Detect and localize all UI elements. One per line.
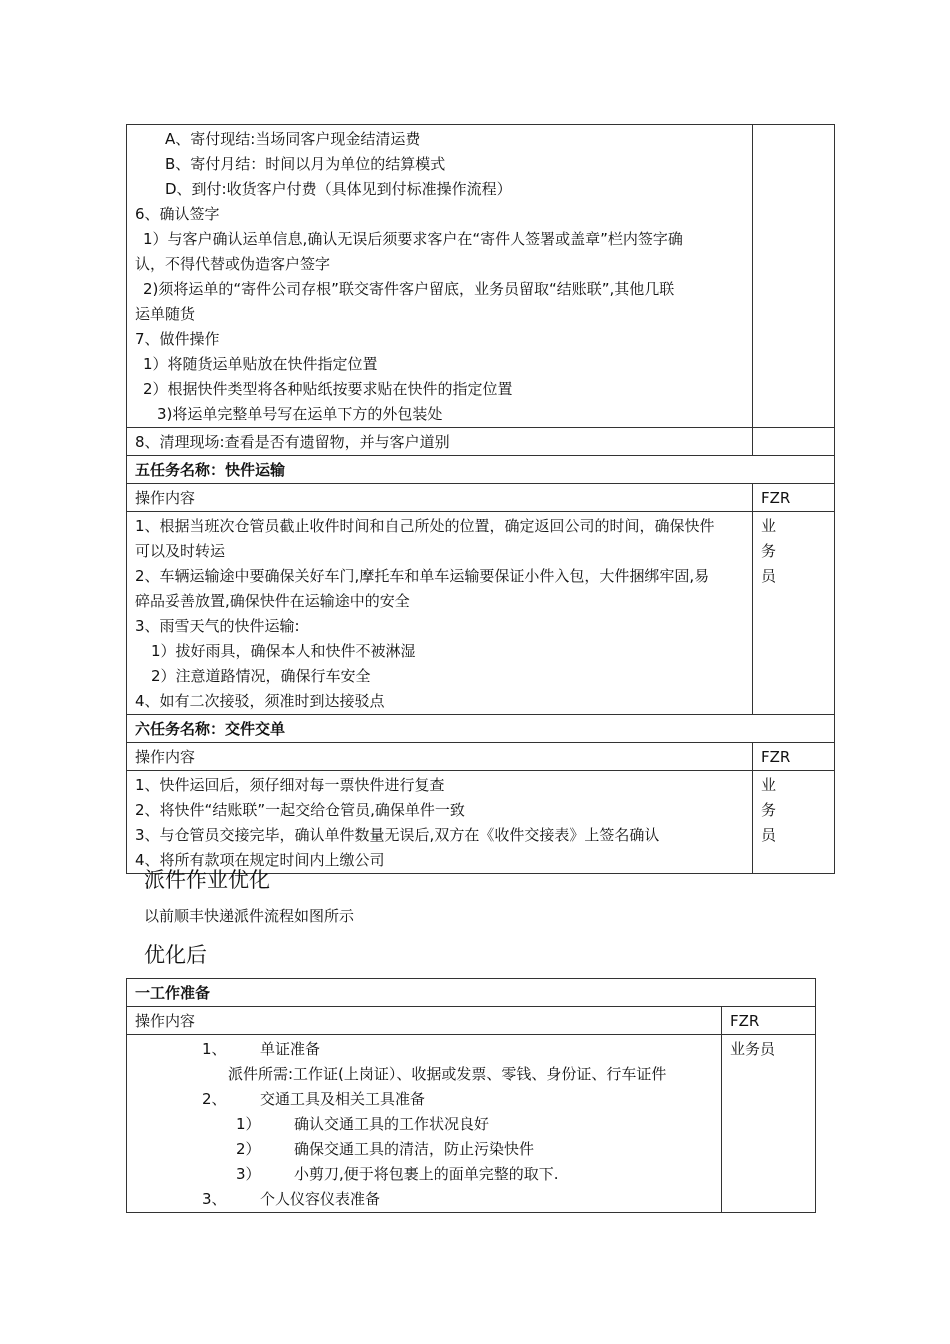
list-item: 3、雨雪天气的快件运输: (135, 617, 300, 635)
section-heading: 派件作业优化 (144, 868, 270, 892)
list-item: 7、做件操作 (135, 330, 220, 348)
list-item: 运单随货 (135, 305, 196, 323)
fzr-cell: 业务员 (722, 1035, 816, 1213)
section-title: 五任务名称：快件运输 (127, 456, 835, 484)
table-cell (127, 1035, 722, 1213)
list-item: B、寄付月结：时间以月为单位的结算模式 (165, 155, 446, 173)
column-header-row (127, 743, 835, 771)
list-item: 1） 确认交通工具的工作状况良好 (236, 1115, 490, 1133)
section-title: 一工作准备 (127, 979, 816, 1007)
table-cell (127, 771, 753, 874)
list-item: D、到付:收货客户付费（具体见到付标准操作流程） (165, 180, 512, 198)
list-item: 1）将随货运单贴放在快件指定位置 (143, 355, 378, 373)
list-item: 4、将所有款项在规定时间内上缴公司 (135, 851, 385, 869)
table-row (127, 1035, 816, 1213)
list-item: 3、 个人仪容仪表准备 (202, 1190, 381, 1208)
list-item: 2、将快件“结账联”一起交给仓管员,确保单件一致 (135, 801, 465, 819)
fzr-cell: 业 务 员 (753, 512, 835, 715)
list-item: 6、确认签字 (135, 205, 220, 223)
table-row (127, 771, 835, 874)
fzr-cell (753, 125, 835, 428)
column-header: 操作内容 (127, 1007, 722, 1035)
list-item: 2）根据快件类型将各种贴纸按要求贴在快件的指定位置 (143, 380, 513, 398)
list-item: 1）拔好雨具，确保本人和快件不被淋湿 (151, 642, 416, 660)
list-item: 派件所需:工作证(上岗证）、收据或发票、零钱、身份证、行车证件 (228, 1065, 667, 1083)
section-title-row (127, 979, 816, 1007)
list-item: 1、快件运回后，须仔细对每一票快件进行复查 (135, 776, 445, 794)
list-item: 2）注意道路情况，确保行车安全 (151, 667, 371, 685)
list-item: 1、 单证准备 (202, 1040, 321, 1058)
column-header: 操作内容 (127, 484, 753, 512)
table-row (127, 512, 835, 715)
paragraph: 以前顺丰快递派件流程如图所示 (144, 907, 355, 925)
column-header-fzr: FZR (753, 484, 835, 512)
list-item: 2)须将运单的“寄件公司存根”联交寄件客户留底，业务员留取“结账联”,其他几联 (143, 280, 675, 298)
section-title-row (127, 456, 835, 484)
fzr-cell: 业 务 员 (753, 771, 835, 874)
table-row (127, 428, 835, 456)
list-item: 2） 确保交通工具的清洁，防止污染快件 (236, 1140, 535, 1158)
column-header-fzr: FZR (753, 743, 835, 771)
list-item: 认，不得代替或伪造客户签字 (135, 255, 331, 273)
table-cell (127, 125, 753, 428)
task-table-upper (126, 124, 835, 874)
column-header-row (127, 484, 835, 512)
section-heading: 优化后 (144, 943, 207, 967)
list-item: 3)将运单完整单号写在运单下方的外包装处 (157, 405, 443, 423)
section-title-row (127, 715, 835, 743)
column-header-row (127, 1007, 816, 1035)
table-cell (127, 428, 753, 456)
section-title: 六任务名称：交件交单 (127, 715, 835, 743)
list-item: 8、清理现场:查看是否有遗留物，并与客户道别 (135, 433, 450, 451)
list-item: 1）与客户确认运单信息,确认无误后须要求客户在“寄件人签署或盖章”栏内签字确 (143, 230, 683, 248)
list-item: 可以及时转运 (135, 542, 226, 560)
table-cell (127, 512, 753, 715)
list-item: A、寄付现结:当场同客户现金结清运费 (165, 130, 421, 148)
column-header-fzr: FZR (722, 1007, 816, 1035)
list-item: 3） 小剪刀,便于将包裹上的面单完整的取下. (236, 1165, 559, 1183)
list-item: 2、车辆运输途中要确保关好车门,摩托车和单车运输要保证小件入包，大件捆绑牢固,易 (135, 567, 710, 585)
task-table-lower (126, 978, 816, 1213)
table-row (127, 125, 835, 428)
column-header: 操作内容 (127, 743, 753, 771)
list-item: 4、如有二次接驳，须准时到达接驳点 (135, 692, 385, 710)
list-item: 碎品妥善放置,确保快件在运输途中的安全 (135, 592, 410, 610)
list-item: 1、根据当班次仓管员截止收件时间和自己所处的位置，确定返回公司的时间，确保快件 (135, 517, 715, 535)
list-item: 2、 交通工具及相关工具准备 (202, 1090, 426, 1108)
fzr-cell (753, 428, 835, 456)
list-item: 3、与仓管员交接完毕，确认单件数量无误后,双方在《收件交接表》上签名确认 (135, 826, 660, 844)
